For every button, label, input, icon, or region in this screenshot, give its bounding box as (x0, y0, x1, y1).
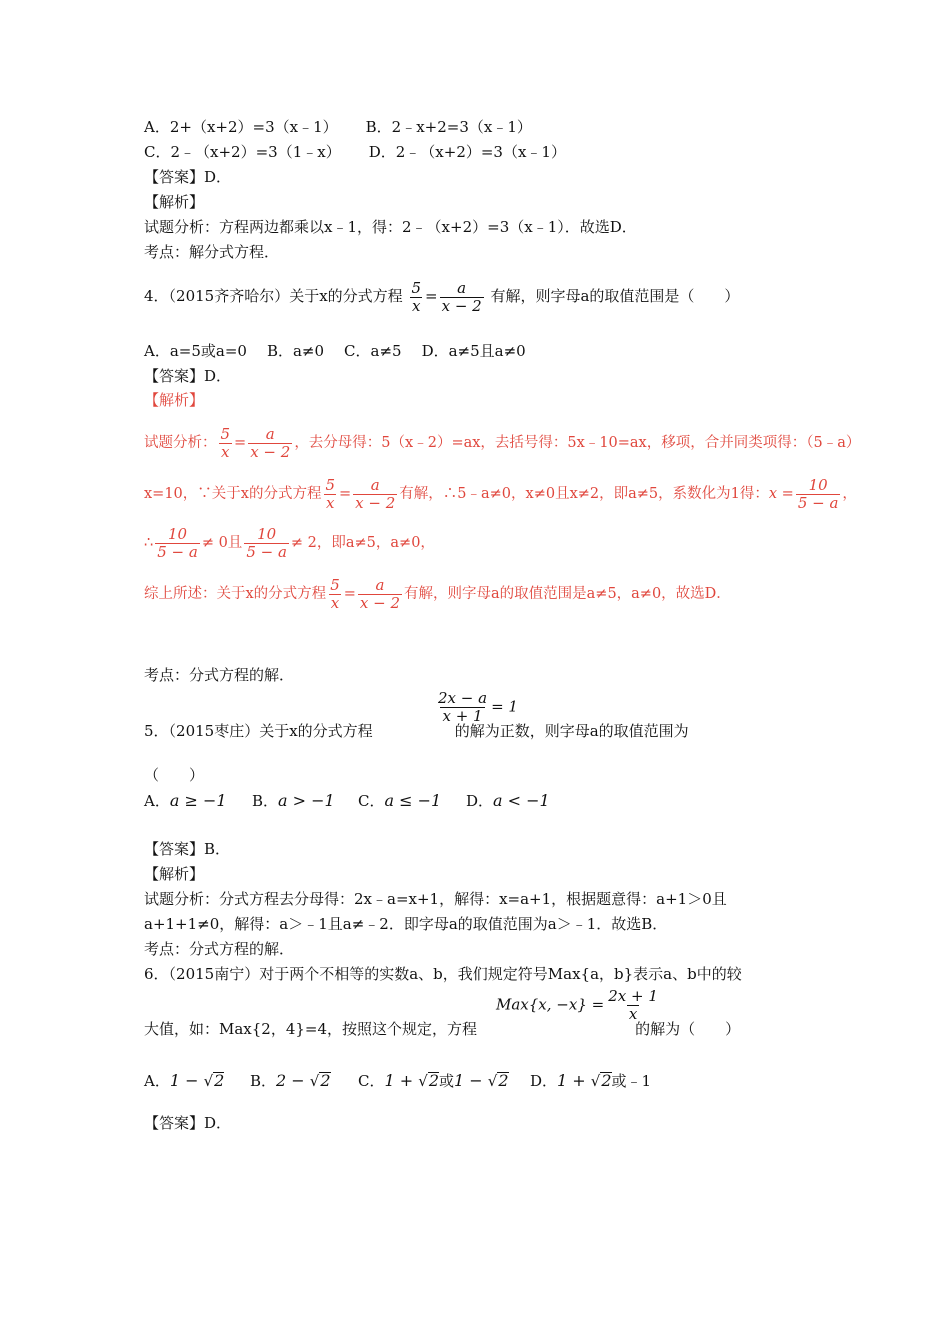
q4-options (144, 340, 526, 362)
q4-equation-rhs: $\frac{a}{x - 2}$ (441, 278, 482, 315)
q4-analysis-line1: 试题分析： $\frac{5}{x}$ = $\frac{a}{x - 2}$ ，去分母得：5（x﹣2）=ax，去括号得：5x﹣10=ax，移项，合并同类项得：（5﹣a） (144, 424, 861, 461)
q5-equation: $\frac{2x - a}{x + 1}$ = 1 (438, 689, 518, 725)
q4-analysis4-frac-5x: $\frac{5}{x}$ (330, 575, 340, 612)
q4-equation-lhs: $\frac{5}{x}$ (411, 278, 422, 315)
q5-stem-before: 5．（2015枣庄）关于x的分式方程 (144, 722, 373, 740)
q6-options (144, 1070, 651, 1092)
q4-analysis2-frac-ax2: $\frac{a}{x - 2}$ (355, 475, 396, 512)
q4-stem-before: 4．（2015齐齐哈尔）关于x的分式方程 (144, 287, 403, 305)
q5-analysis-label: 【解析】 (144, 865, 205, 883)
q5-paren: （ ） (144, 766, 205, 784)
q5-option-d: D．a < −1 (466, 791, 550, 810)
q5-point: 考点：分式方程的解． (144, 940, 295, 958)
q4-answer: 【答案】D． (144, 367, 232, 385)
q6-stem-line1: 6．（2015南宁）对于两个不相等的实数a、b，我们规定符号Max{a，b}表示a、b中的较 (144, 965, 742, 983)
q6-equation: Max{x, −x} = $\frac{2x + 1}{x}$ (496, 987, 658, 1023)
q3-analysis: 试题分析：方程两边都乘以x﹣1，得：2﹣（x+2）=3（x﹣1）．故选D． (144, 218, 637, 236)
q5-option-c: C．a ≤ −1 (358, 791, 442, 810)
q3-option-c: C．2﹣（x+2）=3（1﹣x） (144, 143, 341, 161)
q4-analysis-label: 【解析】 (144, 391, 205, 409)
q3-options-row1 (144, 116, 532, 138)
q6-option-a: A．1 − √2 (144, 1071, 225, 1090)
q4-point: 考点：分式方程的解． (144, 666, 295, 684)
q4-analysis3-frac-a: $\frac{10}{5 - a}$ (157, 524, 198, 561)
q4-analysis2-frac-10: $\frac{10}{5 - a}$ (797, 475, 839, 512)
q3-option-a: A．2+（x+2）=3（x﹣1） (144, 118, 338, 136)
q4-analysis-frac-ax2: $\frac{a}{x - 2}$ (250, 424, 291, 461)
q6-option-b: B．2 − √2 (250, 1071, 331, 1090)
q4-stem: 4．（2015齐齐哈尔）关于x的分式方程 $\frac{5}{x}$ = $\frac{a}{x - 2}$ 有解，则字母a的取值范围是（ ） (144, 278, 740, 315)
q5-analysis-line2: a+1+1≠0，解得：a＞﹣1且a≠﹣2．即字母a的取值范围为a＞﹣1．故选B． (144, 915, 668, 933)
q4-option-d: D．a≠5且a≠0 (421, 342, 526, 360)
q3-option-b: B．2﹣x+2=3（x﹣1） (365, 118, 532, 136)
q4-analysis-frac-5x: $\frac{5}{x}$ (220, 424, 231, 461)
q4-analysis4-frac-ax2: $\frac{a}{x - 2}$ (359, 575, 400, 612)
q5-stem (144, 720, 689, 742)
q4-stem-after: 有解，则字母a的取值范围是（ ） (490, 287, 740, 305)
q5-option-b: B．a > −1 (252, 791, 335, 810)
q3-answer: 【答案】D． (144, 168, 232, 186)
q3-point: 考点：解分式方程． (144, 243, 280, 261)
q5-analysis-line1: 试题分析：分式方程去分母得：2x﹣a=x+1，解得：x=a+1，根据题意得：a+1＞0且 (144, 890, 727, 908)
q3-option-d: D．2﹣（x+2）=3（x﹣1） (368, 143, 566, 161)
q5-option-a: A．a ≥ −1 (144, 791, 227, 810)
q6-stem2-before: 大值，如：Max{2，4}=4，按照这个规定，方程 (144, 1020, 478, 1038)
q5-options (144, 790, 550, 812)
q5-answer: 【答案】B． (144, 840, 231, 858)
q4-analysis-line3: ∴ $\frac{10}{5 - a}$ ≠ 0且 $\frac{10}{5 - a}$ ≠ 2，即a≠5，a≠0， (144, 524, 435, 561)
q4-option-c: C．a≠5 (344, 342, 402, 360)
q4-analysis2-frac-5x: $\frac{5}{x}$ (325, 475, 336, 512)
q6-option-c: C．1 + √2或1 − √2 (358, 1071, 509, 1090)
q4-option-b: B．a≠0 (266, 342, 325, 360)
q6-option-d: D．1 + √2或﹣1 (530, 1071, 652, 1090)
q6-answer: 【答案】D． (144, 1114, 232, 1132)
q4-analysis3-frac-b: $\frac{10}{5 - a}$ (246, 524, 287, 561)
q3-analysis-label: 【解析】 (144, 193, 205, 211)
q4-option-a: A．a=5或a=0 (144, 342, 247, 360)
q3-options-row2 (144, 141, 566, 163)
q4-analysis-line2: x=10，∵关于x的分式方程 $\frac{5}{x}$ = $\frac{a}{x - 2}$ 有解，∴5﹣a≠0，x≠0且x≠2，即a≠5，系数化为1得：x = $\frac{10}{5 - a}$ ， (144, 475, 857, 512)
q6-stem-line2 (144, 1018, 740, 1040)
q4-analysis-line4: 综上所述：关于x的分式方程 $\frac{5}{x}$ = $\frac{a}{x - 2}$ 有解，则字母a的取值范围是a≠5，a≠0，故选D． (144, 575, 731, 612)
q6-stem2-after: 的解为（ ） (635, 1020, 741, 1038)
q5-stem-after: 的解为正数，则字母a的取值范围为 (454, 722, 689, 740)
